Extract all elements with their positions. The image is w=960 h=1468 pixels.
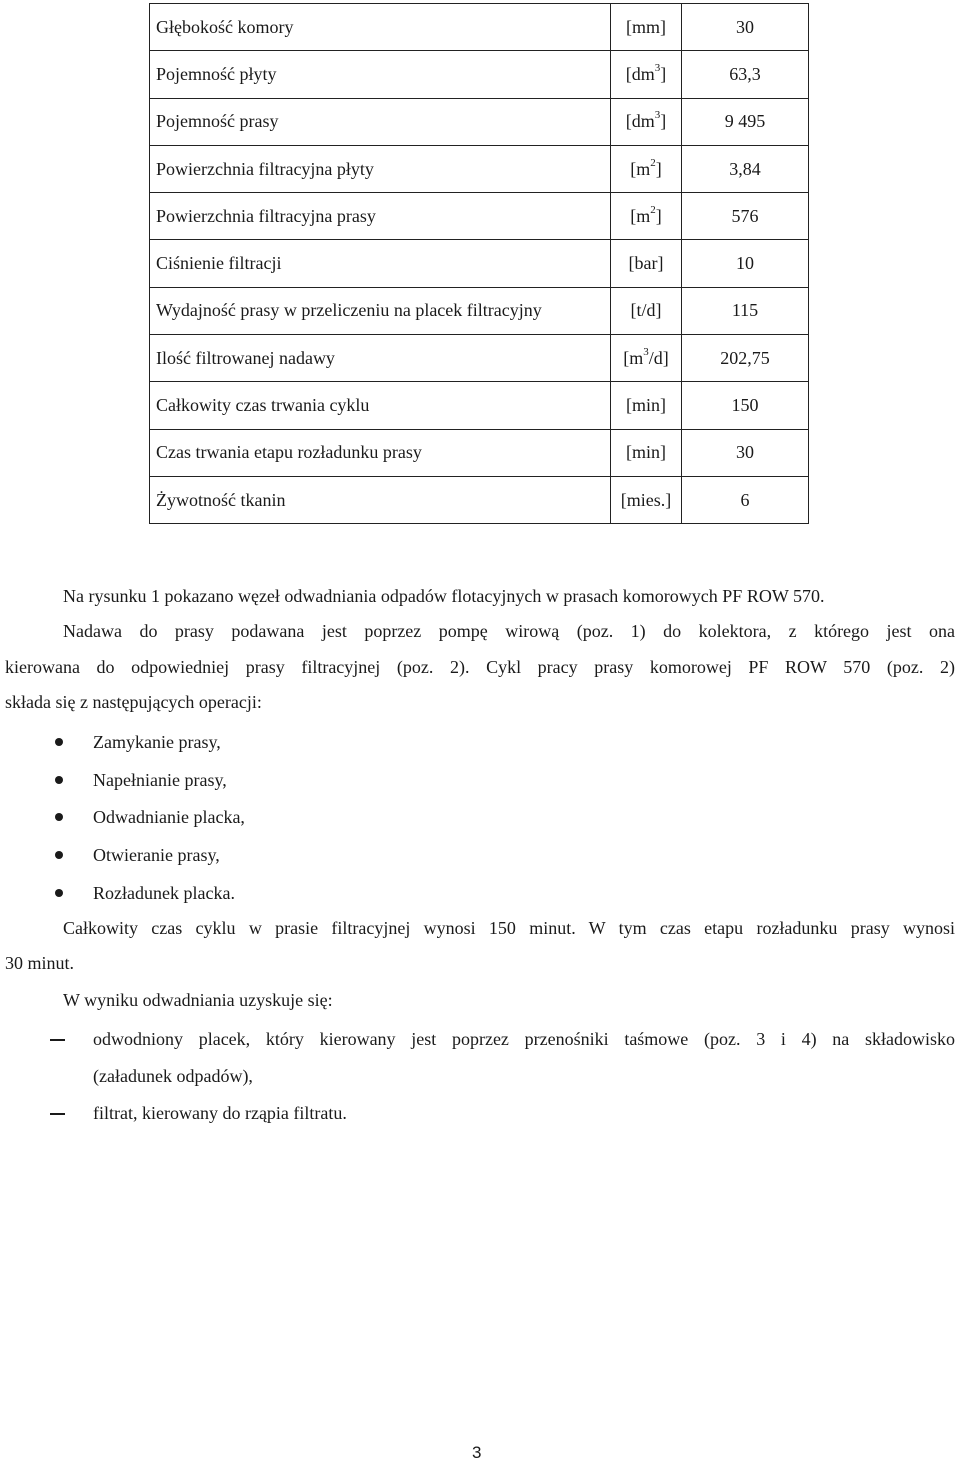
bullet-dot-icon xyxy=(55,738,63,746)
table-row xyxy=(150,382,809,429)
table-row xyxy=(150,476,809,523)
list-item: Odwadnianie placka, xyxy=(93,805,245,829)
paragraph-line: kierowana do odpowiedniej prasy filtracyjnej (poz. 2). Cykl pracy prasy komorowej PF ROW 570 (poz. 2) xyxy=(5,656,955,677)
table-row xyxy=(150,240,809,287)
table-row xyxy=(150,335,809,382)
param-value: 202,75 xyxy=(682,335,809,382)
param-value: 30 xyxy=(682,429,809,476)
table-row xyxy=(150,4,809,51)
param-value: 3,84 xyxy=(682,145,809,192)
bullet-dot-icon xyxy=(55,776,63,784)
param-name: Powierzchnia filtracyjna płyty xyxy=(150,145,611,192)
param-name: Powierzchnia filtracyjna prasy xyxy=(150,193,611,240)
param-unit: [mies.] xyxy=(611,476,682,523)
param-value: 576 xyxy=(682,193,809,240)
bullet-dot-icon xyxy=(55,851,63,859)
paragraph-line: Nadawa do prasy podawana jest poprzez pompę wirową (poz. 1) do kolektora, z którego jest ona xyxy=(63,621,955,642)
intro-paragraph xyxy=(5,579,955,720)
list-item: filtrat, kierowany do rząpia filtratu. xyxy=(93,1101,347,1125)
paragraph-line: Całkowity czas cyklu w prasie filtracyjnej wynosi 150 minut. W tym czas etapu rozładunku prasy wynosi xyxy=(63,918,955,938)
table-row xyxy=(150,51,809,98)
param-value: 10 xyxy=(682,240,809,287)
param-unit: [t/d] xyxy=(611,287,682,334)
param-value: 115 xyxy=(682,287,809,334)
table-row xyxy=(150,98,809,145)
results-intro: W wyniku odwadniania uzyskuje się: xyxy=(63,990,333,1010)
table-row xyxy=(150,429,809,476)
param-value: 150 xyxy=(682,382,809,429)
param-name: Wydajność prasy w przeliczeniu na placek filtracyjny xyxy=(150,287,611,334)
param-value: 9 495 xyxy=(682,98,809,145)
param-name: Ilość filtrowanej nadawy xyxy=(150,335,611,382)
param-name: Żywotność tkanin xyxy=(150,476,611,523)
paragraph-line: 30 minut. xyxy=(5,953,75,974)
table-row xyxy=(150,145,809,192)
param-unit: $[m^2]$ xyxy=(611,193,682,240)
paragraph-line: Na rysunku 1 pokazano węzeł odwadniania odpadów flotacyjnych w prasach komorowych PF ROW 570. xyxy=(63,586,825,606)
param-unit: [min] xyxy=(611,429,682,476)
paragraph-line: składa się z następujących operacji: xyxy=(5,691,262,712)
param-unit: $[dm^3]$ xyxy=(611,51,682,98)
param-unit: [min] xyxy=(611,382,682,429)
cycle-paragraph xyxy=(5,911,955,982)
param-value: 63,3 xyxy=(682,51,809,98)
list-item: Otwieranie prasy, xyxy=(93,843,220,867)
param-name: Głębokość komory xyxy=(150,4,611,51)
list-item: Rozładunek placka. xyxy=(93,881,235,905)
param-value: 30 xyxy=(682,4,809,51)
list-item: odwodniony placek, który kierowany jest poprzez przenośniki taśmowe (poz. 3 i 4) na składowisko (załadunek odpadów), xyxy=(93,1027,955,1088)
param-unit: $[m^2]$ xyxy=(611,145,682,192)
param-unit: $[m^3/d]$ xyxy=(611,335,682,382)
param-name: Ciśnienie filtracji xyxy=(150,240,611,287)
dash-bullet-icon xyxy=(50,1039,65,1041)
param-unit: $[dm^3]$ xyxy=(611,98,682,145)
param-unit: [bar] xyxy=(611,240,682,287)
param-name: Pojemność prasy xyxy=(150,98,611,145)
param-name: Pojemność płyty xyxy=(150,51,611,98)
bullet-dot-icon xyxy=(55,813,63,821)
page-number: 3 xyxy=(472,1443,482,1462)
param-unit: [mm] xyxy=(611,4,682,51)
bullet-dot-icon xyxy=(55,889,63,897)
table-row xyxy=(150,287,809,334)
param-name: Czas trwania etapu rozładunku prasy xyxy=(150,429,611,476)
list-item: Zamykanie prasy, xyxy=(93,730,221,754)
param-name: Całkowity czas trwania cyklu xyxy=(150,382,611,429)
dash-bullet-icon xyxy=(50,1113,65,1115)
param-value: 6 xyxy=(682,476,809,523)
specs-table xyxy=(149,3,809,524)
table-row xyxy=(150,193,809,240)
list-item: Napełnianie prasy, xyxy=(93,768,227,792)
